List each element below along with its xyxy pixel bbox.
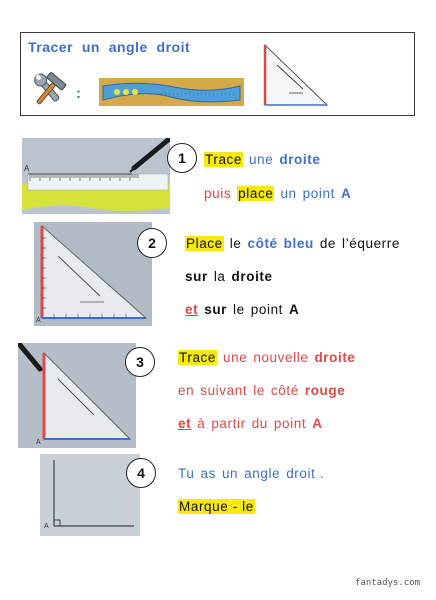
photo-set-square (34, 222, 152, 326)
point-a-label: A (24, 164, 30, 173)
step-3-line-3 (178, 416, 323, 431)
photo-trace-line (18, 343, 136, 448)
point-a-label: A (36, 439, 41, 446)
point-a-label: A (44, 523, 49, 530)
step-word: du (251, 416, 268, 431)
step-word: Place (186, 236, 223, 251)
step-word: le (233, 302, 245, 317)
step-word: et (185, 302, 199, 317)
step-word: as (200, 466, 216, 481)
step-word: de (319, 236, 337, 251)
step-4-line-2 (178, 499, 255, 514)
step-word: côté (247, 236, 278, 251)
step-word: Trace (205, 152, 243, 167)
step-word: une (223, 350, 248, 365)
point-a-label: A (36, 317, 41, 324)
step-3-number: 3 (125, 347, 155, 377)
step-1-number: 1 (167, 143, 197, 173)
step-word: place (238, 186, 274, 201)
step-word: A (340, 186, 352, 201)
step-word: bleu (283, 236, 314, 251)
step-word: A (312, 416, 323, 431)
set-square-image (259, 43, 331, 109)
step-2-line-3 (185, 302, 299, 317)
step-word: droite (279, 152, 321, 167)
step-word: l’équerre (342, 236, 400, 251)
photo-right-angle (40, 454, 140, 536)
step-word: un (280, 186, 297, 201)
step-word: A (289, 302, 300, 317)
step-2-line-1 (185, 236, 400, 251)
step-word: Marque - le (179, 499, 254, 514)
step-word: un (221, 466, 239, 481)
step-word: une (249, 152, 274, 167)
footer-watermark: fantadys.com (355, 578, 421, 588)
step-word: la (213, 269, 226, 284)
step-word: droite (231, 269, 273, 284)
step-word: le (229, 236, 242, 251)
step-word: côté (270, 383, 299, 398)
step-4-number: 4 (126, 458, 156, 488)
step-word: partir (211, 416, 246, 431)
step-word: en (178, 383, 195, 398)
step-word: puis (204, 186, 232, 201)
step-2-line-2 (185, 269, 273, 284)
photo-ruler-pen (22, 138, 170, 214)
step-word: et (178, 416, 192, 431)
step-4-line-1 (178, 466, 324, 481)
step-word: à (197, 416, 206, 431)
step-3-line-2 (178, 383, 345, 398)
header-box (20, 32, 415, 116)
step-word: droite (314, 350, 356, 365)
step-word: rouge (304, 383, 346, 398)
step-word: nouvelle (253, 350, 309, 365)
step-word: sur (204, 302, 228, 317)
step-word: point (302, 186, 335, 201)
step-word: point (273, 416, 307, 431)
step-1-line-1 (204, 152, 320, 167)
colon-mark: : (76, 85, 81, 102)
page-title: Tracer un angle droit (28, 39, 191, 55)
ruler-image (99, 78, 244, 106)
step-word: angle (244, 466, 281, 481)
step-3-line-1 (178, 350, 356, 365)
step-1-line-2 (204, 186, 351, 201)
step-word: point (250, 302, 284, 317)
step-word: Tu (178, 466, 195, 481)
step-word: droit . (286, 466, 325, 481)
tools-icon (29, 71, 69, 109)
step-word: suivant (200, 383, 248, 398)
step-2-number: 2 (137, 228, 167, 258)
step-word: le (253, 383, 265, 398)
step-word: Trace (179, 350, 217, 365)
step-word: sur (185, 269, 208, 284)
